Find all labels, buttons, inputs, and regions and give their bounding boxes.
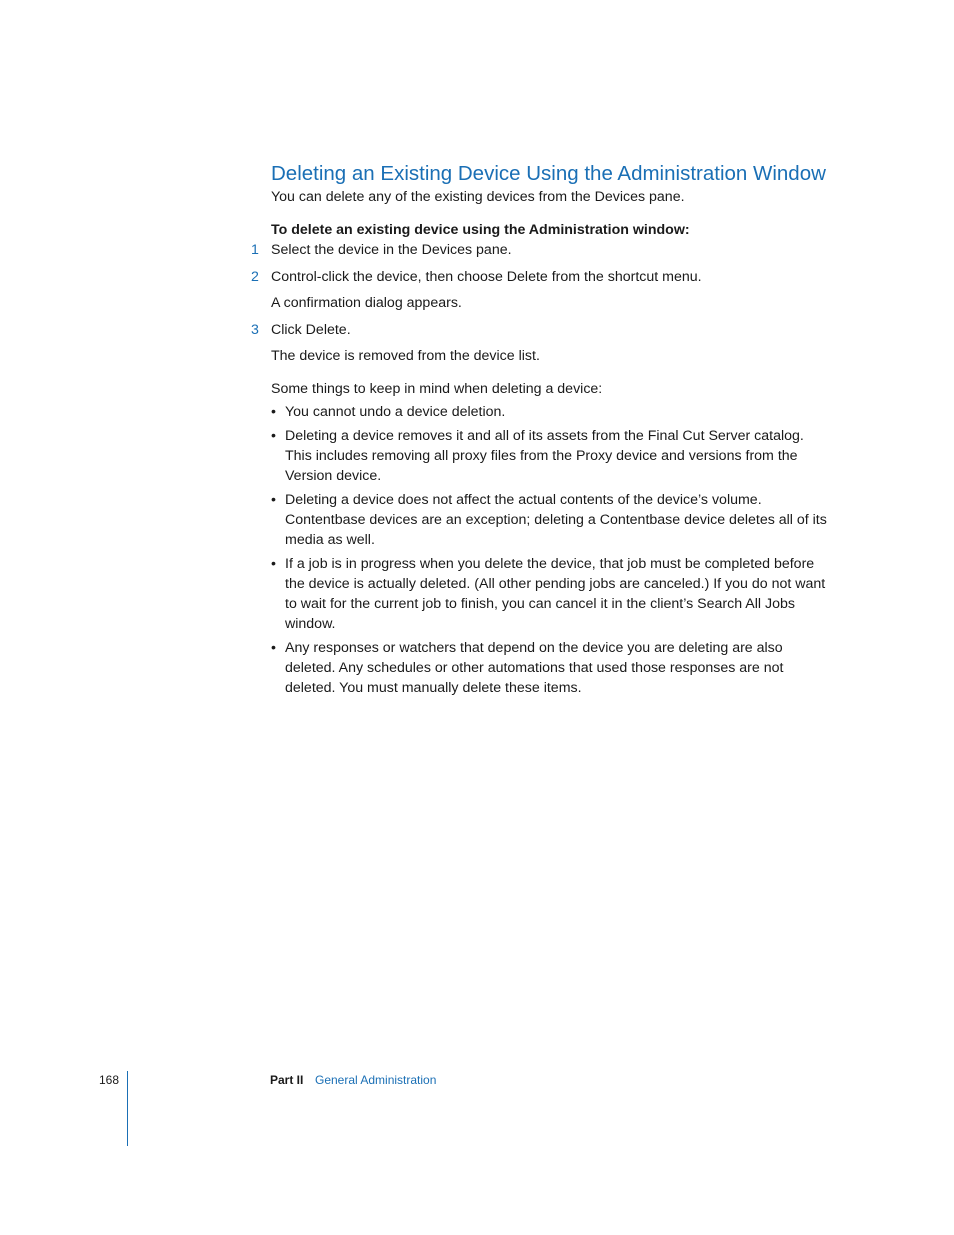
step-number: 3 xyxy=(251,322,259,338)
footer-section-label: General Administration xyxy=(315,1073,437,1087)
notes-intro: Some things to keep in mind when deleting a device: xyxy=(271,381,603,397)
bullet-marker: • xyxy=(271,556,276,572)
intro-text: You can delete any of the existing devices from the Devices pane. xyxy=(271,189,685,205)
bullet-item: Deleting a device removes it and all of its assets from the Final Cut Server catalog. This includes removing all proxy files from the Proxy device and versions from the Version device. xyxy=(285,428,804,484)
bullet-item: If a job is in progress when you delete the device, that job must be completed before the device is actually deleted. (All other pending jobs are canceled.) If you do not want to wait for the current job to finish, you can cancel it in the client’s Search All Jobs window. xyxy=(285,556,826,632)
section-heading: Deleting an Existing Device Using the Administration Window xyxy=(271,162,826,185)
step-text: Control-click the device, then choose Delete from the shortcut menu. xyxy=(271,269,702,285)
page-number: 168 xyxy=(99,1073,120,1087)
bullet-marker: • xyxy=(271,492,276,508)
footer-part-label: Part II xyxy=(270,1073,304,1087)
bullet-marker: • xyxy=(271,640,276,656)
bullet-item: You cannot undo a device deletion. xyxy=(285,404,506,420)
step-text: Select the device in the Devices pane. xyxy=(271,242,512,258)
step-result: The device is removed from the device list. xyxy=(271,348,540,364)
step-text: Click Delete. xyxy=(271,322,351,338)
step-result: A confirmation dialog appears. xyxy=(271,295,462,311)
bullet-marker: • xyxy=(271,428,276,444)
step-number: 2 xyxy=(251,269,259,285)
bullet-item: Any responses or watchers that depend on the device you are deleting are also deleted. Any schedules or other automations that used those responses are not deleted. You must manually delete these items. xyxy=(285,640,784,696)
step-number: 1 xyxy=(251,242,259,258)
procedure-title: To delete an existing device using the Administration window: xyxy=(271,222,690,238)
bullet-marker: • xyxy=(271,404,276,420)
bullet-item: Deleting a device does not affect the actual contents of the device’s volume. Contentbase devices are an exception; deleting a Contentbase device deletes all of its media as well. xyxy=(285,492,827,548)
footer-divider xyxy=(127,1071,128,1146)
